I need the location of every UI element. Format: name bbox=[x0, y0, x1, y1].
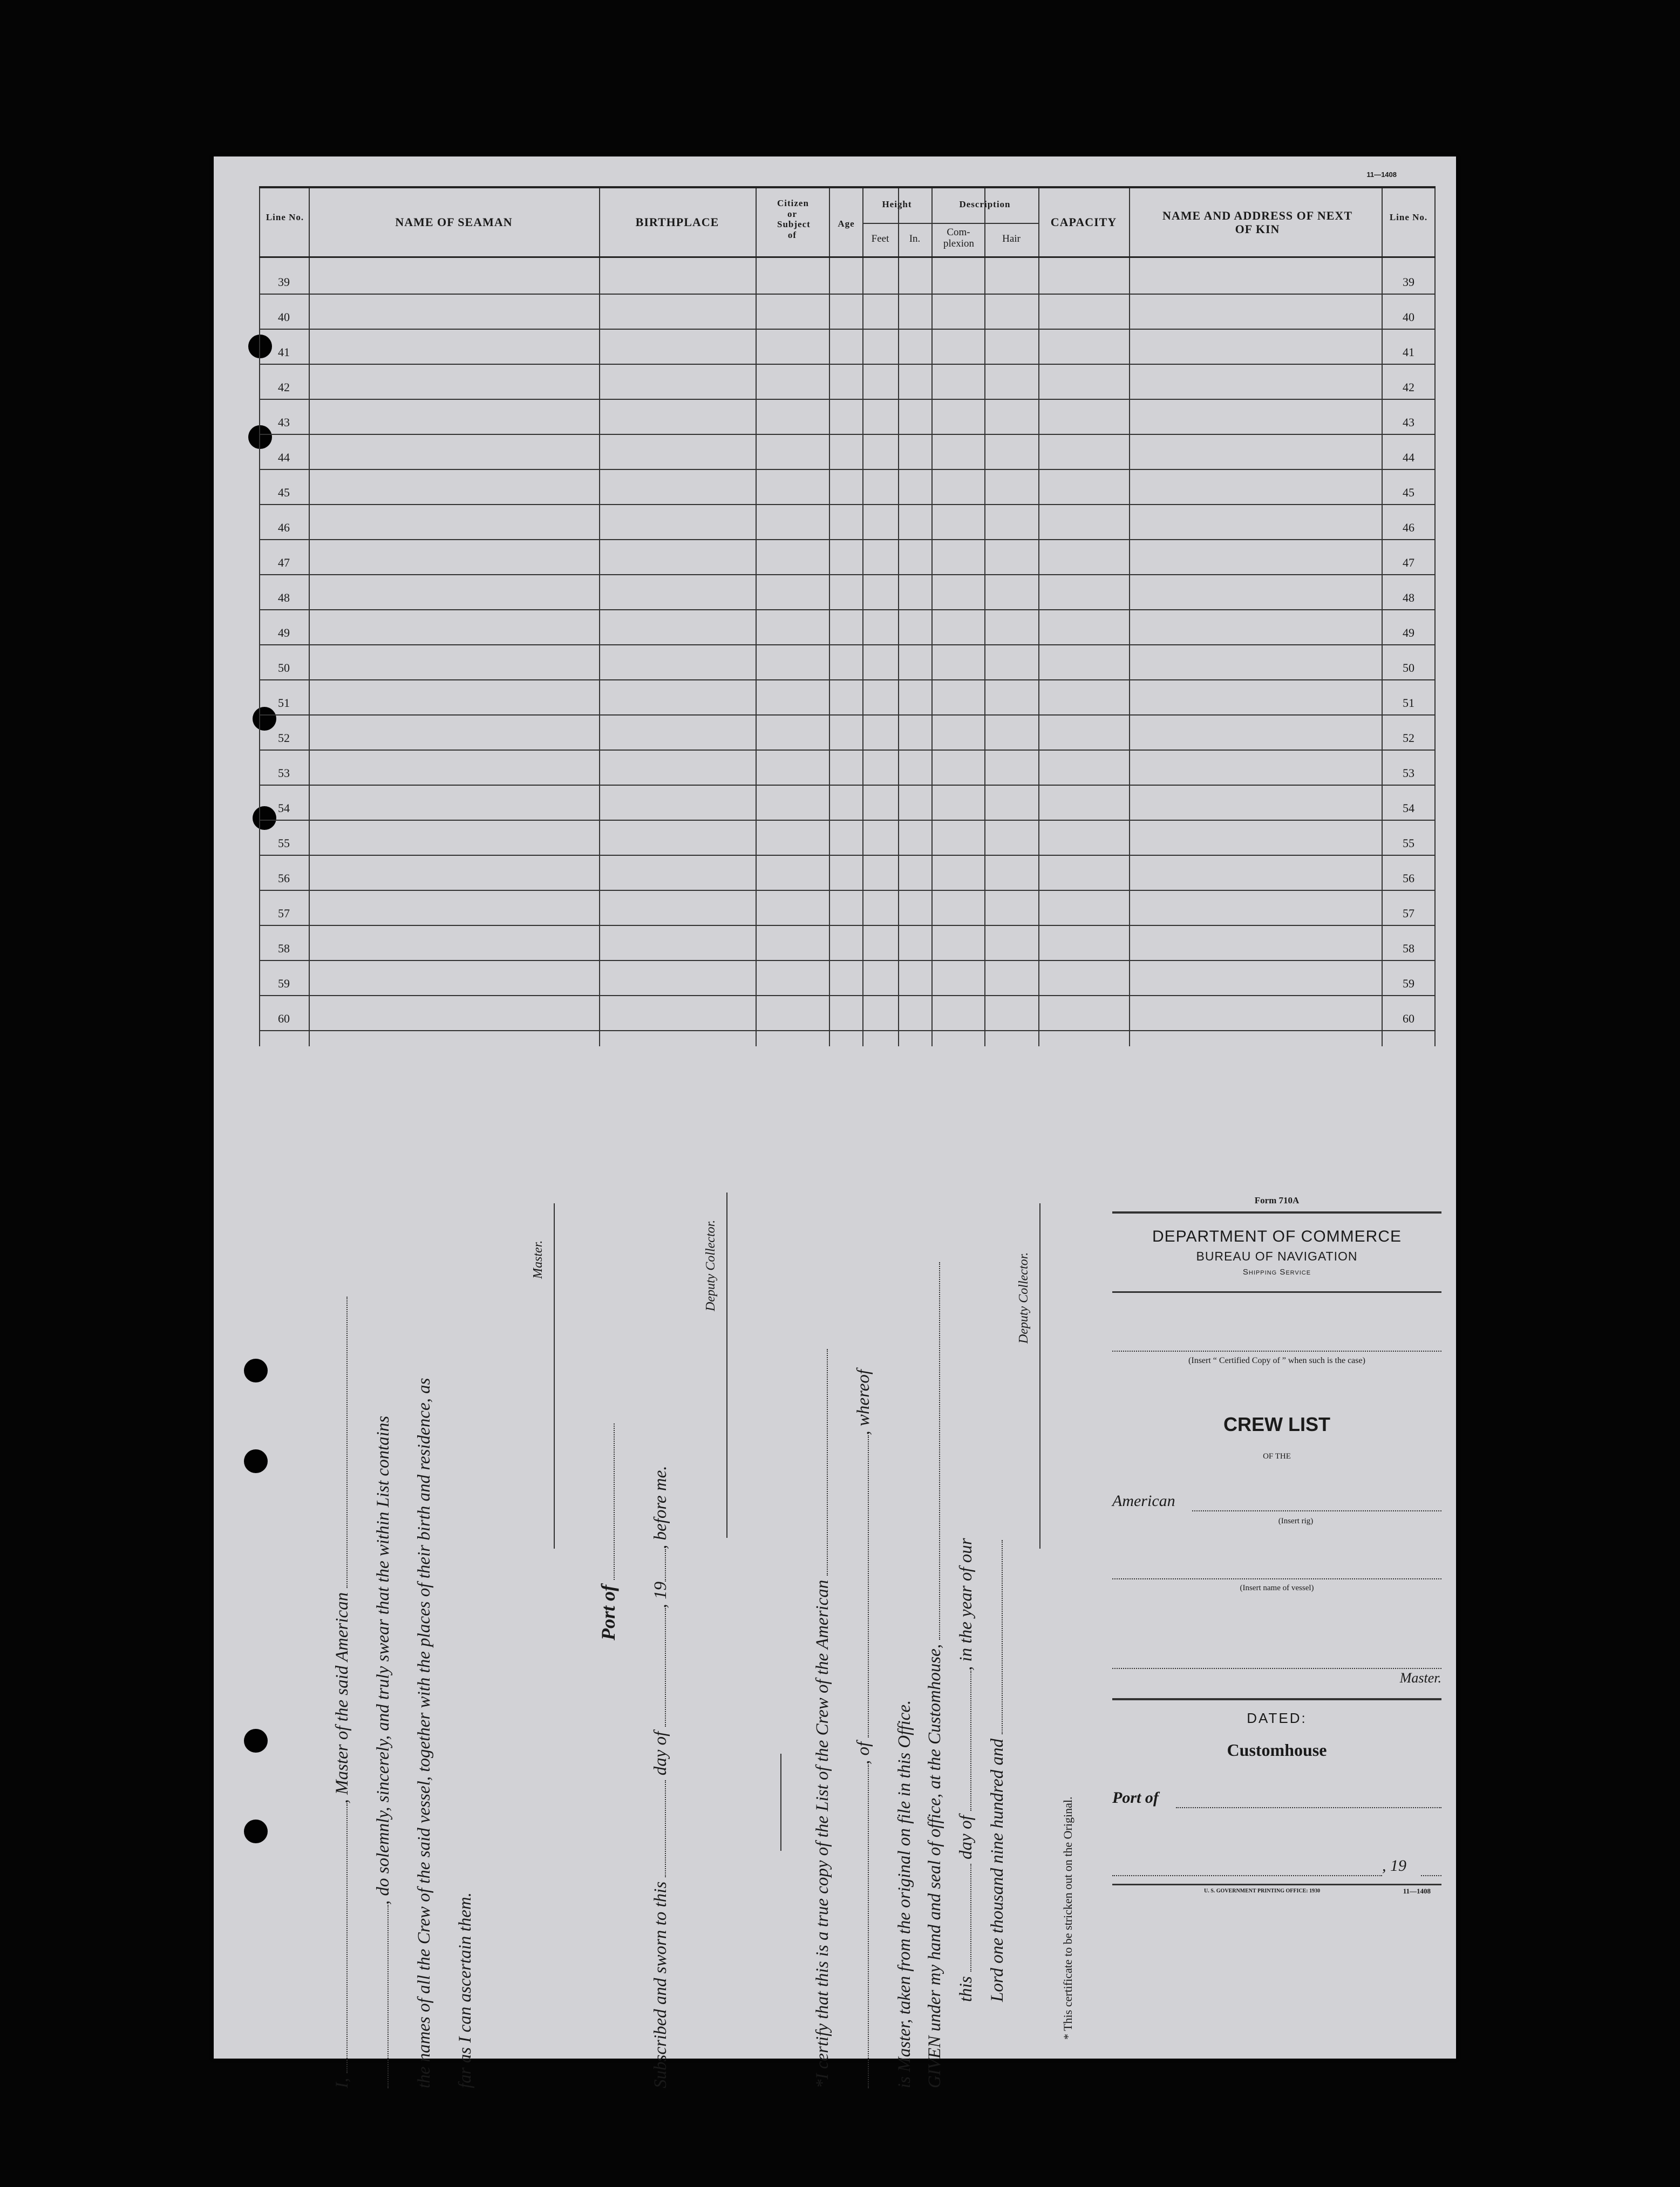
cert-line-6: Lord one thousand nine hundred and bbox=[988, 1540, 1008, 2002]
oath-line-2: , do solemnly, sincerely, and truly swear that the within List contains bbox=[373, 1415, 393, 1905]
line-number-left: 48 bbox=[278, 591, 290, 604]
table-row-line bbox=[259, 399, 1436, 400]
line-number-left: 59 bbox=[278, 977, 290, 990]
cert-line-4: GIVEN under my hand and seal of office, at the Customhouse, bbox=[925, 1262, 945, 2088]
punch-hole bbox=[244, 1449, 268, 1473]
line-number-right: 45 bbox=[1403, 486, 1414, 499]
table-row-line bbox=[259, 750, 1436, 751]
table-row-line bbox=[259, 609, 1436, 610]
table-row-line bbox=[259, 644, 1436, 645]
header-name-of-seaman: NAME OF SEAMAN bbox=[395, 215, 513, 229]
deputy-collector-label-1: Deputy Collector. bbox=[704, 1219, 718, 1311]
table-row-line bbox=[259, 539, 1436, 540]
master-signature-label: Master. bbox=[531, 1240, 545, 1279]
line-number-right: 46 bbox=[1403, 521, 1414, 534]
sworn-line-b: day of bbox=[651, 1731, 670, 1776]
customhouse-label: Customhouse bbox=[1227, 1740, 1327, 1760]
header-capacity: CAPACITY bbox=[1050, 215, 1117, 229]
insert-vessel-note: (Insert name of vessel) bbox=[1240, 1584, 1314, 1592]
line-number-right: 55 bbox=[1403, 836, 1414, 850]
table-row-line bbox=[259, 1030, 1436, 1031]
header-inches: In. bbox=[909, 233, 921, 244]
line-number-right: 49 bbox=[1403, 626, 1414, 639]
form-page bbox=[214, 156, 1456, 2088]
line-number-left: 45 bbox=[278, 486, 290, 499]
table-row-line bbox=[259, 785, 1436, 786]
form-number: 11—1408 bbox=[1366, 171, 1397, 179]
oath-line-3: the names of all the Crew of the said vessel, together with the places of their birth and residence, as bbox=[414, 1378, 434, 2088]
line-number-right: 48 bbox=[1403, 591, 1414, 604]
punch-hole bbox=[244, 1729, 268, 1753]
line-number-left: 50 bbox=[278, 661, 290, 675]
line-number-right: 57 bbox=[1403, 907, 1414, 920]
service-title: Shipping Service bbox=[1242, 1268, 1311, 1277]
line-number-left: 39 bbox=[278, 275, 290, 289]
table-row-line bbox=[259, 855, 1436, 856]
line-number-left: 58 bbox=[278, 942, 290, 955]
oath-i: I, bbox=[332, 2077, 352, 2088]
header-next-of-kin: NAME AND ADDRESS OF NEXT OF KIN bbox=[1162, 209, 1352, 236]
header-height: Height bbox=[882, 199, 912, 209]
line-number-right: 42 bbox=[1403, 380, 1414, 394]
table-row-line bbox=[259, 364, 1436, 365]
table-row-line bbox=[259, 925, 1436, 926]
sworn-line-d: , before me. bbox=[651, 1466, 670, 1549]
crew-table bbox=[259, 186, 1436, 1046]
line-number-left: 42 bbox=[278, 380, 290, 394]
deputy-collector-label-2: Deputy Collector. bbox=[1017, 1252, 1031, 1344]
table-row-line bbox=[259, 679, 1436, 680]
certificate-footnote: * This certificate to be stricken out on the Original. bbox=[1061, 1796, 1074, 2040]
table-row-line bbox=[259, 714, 1436, 716]
sworn-line-c: , 19 bbox=[651, 1581, 670, 1609]
line-number-left: 52 bbox=[278, 731, 290, 745]
line-number-right: 50 bbox=[1403, 661, 1414, 675]
line-number-left: 60 bbox=[278, 1012, 290, 1025]
line-number-left: 54 bbox=[278, 801, 290, 815]
header-citizen: Citizen or Subject of bbox=[777, 198, 811, 240]
line-number-right: 54 bbox=[1403, 801, 1414, 815]
cert-line-1: *I certify that this is a true copy of the List of the Crew of the American bbox=[813, 1349, 833, 2088]
line-number-right: 40 bbox=[1403, 310, 1414, 324]
table-row-line bbox=[259, 995, 1436, 996]
header-description: Description bbox=[959, 199, 1011, 209]
line-number-left: 49 bbox=[278, 626, 290, 639]
table-row-line bbox=[259, 574, 1436, 575]
line-number-right: 51 bbox=[1403, 696, 1414, 710]
table-row-line bbox=[259, 820, 1436, 821]
printing-office-note: U. S. GOVERNMENT PRINTING OFFICE: 1930 bbox=[1204, 1888, 1321, 1894]
back-year-label: , 19 bbox=[1382, 1857, 1406, 1875]
back-form-code: 11—1408 bbox=[1403, 1887, 1431, 1895]
line-number-right: 43 bbox=[1403, 415, 1414, 429]
table-row-line bbox=[259, 960, 1436, 961]
back-port-of-label: Port of bbox=[1112, 1789, 1159, 1807]
header-line-no-right: Line No. bbox=[1389, 212, 1428, 222]
line-number-left: 51 bbox=[278, 696, 290, 710]
oath-line-4: far as I can ascertain them. bbox=[455, 1892, 475, 2088]
line-number-right: 52 bbox=[1403, 731, 1414, 745]
line-number-right: 39 bbox=[1403, 275, 1414, 289]
line-number-right: 60 bbox=[1403, 1012, 1414, 1025]
line-number-left: 40 bbox=[278, 310, 290, 324]
port-of-label: Port of bbox=[597, 1585, 619, 1640]
line-number-right: 41 bbox=[1403, 345, 1414, 359]
master-oath-certificate bbox=[284, 1193, 1093, 2088]
cert-line-5: this day of , in the year of our bbox=[956, 1538, 976, 2002]
line-number-left: 46 bbox=[278, 521, 290, 534]
header-line-no: Line No. bbox=[266, 212, 304, 222]
bureau-title: BUREAU OF NAVIGATION bbox=[1196, 1249, 1358, 1263]
punch-hole bbox=[244, 1359, 268, 1382]
back-form-number: Form 710A bbox=[1254, 1195, 1300, 1205]
cert-line-3: is Master, taken from the original on file in this Office. bbox=[895, 1700, 914, 2088]
line-number-right: 56 bbox=[1403, 871, 1414, 885]
insert-rig-note: (Insert rig) bbox=[1278, 1517, 1314, 1525]
table-row-line bbox=[259, 329, 1436, 330]
insert-certified-note: (Insert “ Certified Copy of ” when such is the case) bbox=[1188, 1356, 1365, 1365]
table-row-line bbox=[259, 434, 1436, 435]
cert-line-2: , of , whereof bbox=[854, 1370, 874, 2088]
header-age: Age bbox=[838, 219, 855, 229]
table-row-line bbox=[259, 890, 1436, 891]
line-number-right: 59 bbox=[1403, 977, 1414, 990]
of-the-label: OF THE bbox=[1263, 1452, 1291, 1461]
oath-master-of: , Master of the said American bbox=[332, 1592, 352, 1804]
american-label: American bbox=[1112, 1492, 1175, 1510]
line-number-left: 56 bbox=[278, 871, 290, 885]
line-number-right: 53 bbox=[1403, 766, 1414, 780]
header-feet: Feet bbox=[871, 233, 889, 244]
table-row-line bbox=[259, 504, 1436, 505]
line-number-right: 58 bbox=[1403, 942, 1414, 955]
department-title: DEPARTMENT OF COMMERCE bbox=[1152, 1228, 1402, 1245]
header-hair: Hair bbox=[1002, 233, 1021, 244]
line-number-left: 47 bbox=[278, 556, 290, 569]
dated-label: DATED: bbox=[1247, 1710, 1307, 1726]
line-number-left: 41 bbox=[278, 345, 290, 359]
line-number-right: 47 bbox=[1403, 556, 1414, 569]
header-complexion: Com- plexion bbox=[943, 227, 974, 249]
table-row-line bbox=[259, 294, 1436, 295]
punch-hole bbox=[244, 1820, 268, 1843]
crew-list-cover-panel bbox=[1112, 1195, 1441, 1934]
back-master-label: Master. bbox=[1399, 1670, 1441, 1686]
line-number-left: 57 bbox=[278, 907, 290, 920]
line-number-right: 44 bbox=[1403, 451, 1414, 464]
header-birthplace: BIRTHPLACE bbox=[635, 215, 719, 229]
line-number-left: 55 bbox=[278, 836, 290, 850]
line-number-left: 53 bbox=[278, 766, 290, 780]
line-number-left: 43 bbox=[278, 415, 290, 429]
line-number-left: 44 bbox=[278, 451, 290, 464]
sworn-line-a: Subscribed and sworn to this bbox=[651, 1881, 670, 2088]
crew-list-title: CREW LIST bbox=[1223, 1413, 1330, 1435]
table-row-line bbox=[259, 469, 1436, 470]
